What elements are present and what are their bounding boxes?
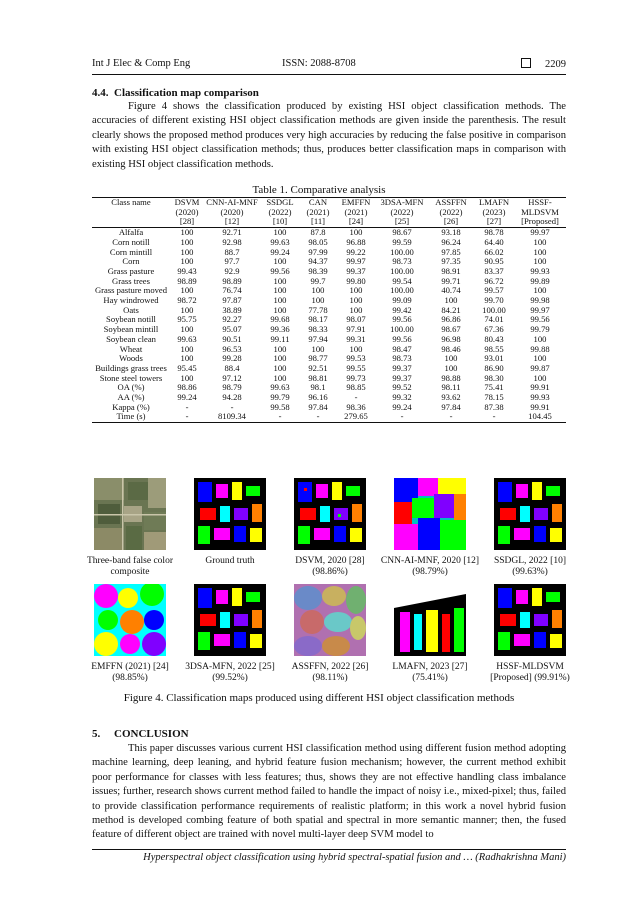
table-cell: 99.55 [346,362,366,373]
false-color-composite-image [94,478,166,550]
table-cell: 99.22 [346,246,366,257]
class-name-cell: OA (%) [117,382,145,393]
table-cell: 99.91 [530,382,550,393]
table-cell: 99.56 [530,314,550,325]
table-cell: 98.30 [484,372,504,383]
table-header-cell: DSVM [170,198,204,208]
table-cell: 87.8 [310,227,326,238]
ssdgl-map [494,478,566,550]
table-cell: 98.46 [441,343,461,354]
table-cell: 98.1 [310,382,326,393]
checkbox-icon [521,58,531,68]
table-cell: 98.91 [441,265,461,276]
table-cell: 279.65 [336,412,376,422]
page-number: 2209 [545,59,566,70]
class-name-cell: Grass pasture [107,265,155,276]
table-cell: 99.89 [530,275,550,286]
table-cell: 100 [273,227,287,238]
table-header-cell: EMFFN [336,198,376,208]
page-header [92,58,566,74]
table-cell: 93.62 [441,392,461,403]
table-cell: 100 [180,256,194,267]
table-header-cell: [12] [204,217,260,227]
table-cell: 100 [311,343,325,354]
table-cell: 99.63 [270,382,290,393]
table-body [92,228,566,423]
table-header-cell: [27] [474,217,514,227]
section-heading [92,87,259,99]
table-cell: 98.07 [346,314,366,325]
table-header-cell: (2022) [439,206,463,217]
table-cell: 100.00 [390,265,414,276]
caption-false-color: Three-band false color composite [87,556,173,577]
table-cell: 96.88 [346,236,366,247]
caption-3dsa-mfn: 3DSA-MFN, 2022 [25] (99.52%) [185,662,275,683]
ground-truth-map [194,478,266,550]
table-cell: 97.99 [308,246,328,257]
table-cell: 98.72 [177,295,197,306]
table-cell: 8109.34 [204,412,260,422]
table-cell: 98.86 [177,382,197,393]
table-cell: 99.56 [392,333,412,344]
table-cell: 92.27 [222,314,242,325]
table-cell: 100 [533,236,547,247]
table-cell: 98.89 [177,275,197,286]
table-cell: 99.87 [530,362,550,373]
table-cell: 98.67 [392,227,412,238]
table-cell: - [230,401,234,412]
table-cell: 99.80 [346,275,366,286]
table-cell: 92.98 [222,236,242,247]
table-cell: 97.7 [224,256,240,267]
table-cell: 99.91 [530,401,550,412]
table-cell: 99.56 [392,314,412,325]
table-cell: 100 [349,285,363,296]
table-cell: 64.40 [484,236,504,247]
table-header-cell: CAN [300,198,336,208]
table-cell: 87.38 [484,401,504,412]
table-header-cell: (2020) [175,206,199,217]
table-cell: 100 [180,324,194,335]
table-cell: - [300,412,336,422]
table-cell: 100 [533,246,547,257]
table-header-cell: [25] [376,217,428,227]
table-cell: 83.37 [484,265,504,276]
table-cell: 74.01 [484,314,504,325]
caption-assffn: ASSFFN, 2022 [26] (98.11%) [291,662,369,683]
table-cell: 97.84 [308,401,328,412]
table-cell: 100 [273,372,287,383]
table-cell: 99.28 [222,353,242,364]
table-cell: 98.05 [308,236,328,247]
table-cell: 84.21 [441,304,461,315]
table-cell: 99.79 [270,392,290,403]
table-cell: 100 [444,353,458,364]
table-cell: 96.72 [484,275,504,286]
table-cell: 100 [349,227,363,238]
figure-caption: Figure 4. Classification maps produced using different HSI object classification methods [123,692,515,704]
table-cell: 92.71 [222,227,242,238]
table-cell: 86.90 [484,362,504,373]
table-cell: 99.93 [530,392,550,403]
table-cell: 100.00 [390,246,414,257]
table-cell: 100 [533,333,547,344]
table-cell: 99.11 [270,333,290,344]
table-cell: 95.75 [177,314,197,325]
table-cell: 97.35 [441,256,461,267]
table-cell: 99.93 [530,265,550,276]
classification-maps-figure [80,478,568,688]
table-cell: 97.94 [308,333,328,344]
table-cell: 78.15 [484,392,504,403]
table-cell: 100 [273,295,287,306]
table-cell: - [376,412,428,422]
table-cell: 98.81 [308,372,328,383]
table-cell: 80.43 [484,333,504,344]
table-header [92,198,566,228]
emffn-map [94,584,166,656]
3dsa-mfn-map [194,584,266,656]
table-cell: 99.63 [177,333,197,344]
class-name-cell: Woods [119,353,143,364]
table-row [92,412,566,422]
lmafn-map [394,584,466,656]
table-cell: 98.33 [308,324,328,335]
table-cell: 98.17 [308,314,328,325]
table-header-row [92,217,566,227]
table-cell: 99.09 [392,295,412,306]
table-cell: 100 [533,372,547,383]
table-header-cell: [Proposed] [514,217,566,227]
table-cell: 100.00 [390,285,414,296]
table-cell: - [474,412,514,422]
table-cell: 100 [180,227,194,238]
table-cell: 100 [273,353,287,364]
section-number: 4.4. [92,87,109,99]
table-cell: 99.56 [270,265,290,276]
table-cell: 100 [311,295,325,306]
table-cell: 98.78 [484,227,504,238]
table-cell: 98.85 [346,382,366,393]
table-header-cell: MLDSVM [521,206,559,217]
table-cell: 100 [180,236,194,247]
class-name-cell: Soybean notill [106,314,156,325]
caption-ssdgl: SSDGL, 2022 [10] (99.63%) [493,556,567,577]
table-cell: - [354,392,358,403]
table-cell: 97.84 [441,401,461,412]
table-cell: 99.97 [530,227,550,238]
class-name-cell: Oats [123,304,139,315]
table-cell: 99.59 [392,236,412,247]
table-cell: 96.24 [441,236,461,247]
table-cell: 100 [180,285,194,296]
table-cell: 76.74 [222,285,242,296]
table-cell: 99.43 [177,265,197,276]
hssf-mldsvm-map [494,584,566,656]
table-cell: 100.00 [482,304,506,315]
table-cell: 99.97 [346,256,366,267]
table-cell: 100 [533,353,547,364]
table-cell: 99.57 [484,285,504,296]
table-header-cell: HSSF- [514,198,566,208]
conclusion-paragraph: This paper discusses various current HSI classification method using different fusion method adopting machine learning, deep leaning, and hybrid feature fusion mechanism; however, the current method exhibit poor performance for classes with less features; thus, shows they are not effective handling class imbalance issues; further, research shows current method failed to handle the impact of noisy i.e., mixed-pixel; thus, failed to provide classification performance requirements of realistic platform; in this work a novel hybrid fusion method is developed combing feature of both spatial and spectral in more semantic manner; then, the fused feature of different object are trained with novel multi-layer deep SVM model to [92,743,566,841]
table-cell: 100 [533,285,547,296]
table-cell: 97.91 [346,324,366,335]
table-header-cell: SSDGL [260,198,300,208]
table-cell: 100 [273,362,287,373]
table-cell: 99.71 [441,275,461,286]
table-cell: 90.51 [222,333,242,344]
table-cell: 40.74 [441,285,461,296]
cnn-ai-mnf-map [394,478,466,550]
table-cell: 92.9 [224,265,240,276]
class-name-cell: Stone steel towers [99,372,163,383]
table-cell: 96.16 [308,392,328,403]
table-cell: 99.24 [392,401,412,412]
table-cell: 99.70 [484,295,504,306]
table-header-cell: (2021) [344,206,368,217]
table-cell: 94.37 [308,256,328,267]
table-cell: 99.24 [270,246,290,257]
table-header-cell: (2022) [268,206,292,217]
class-name-cell: Kappa (%) [112,401,150,412]
table-cell: 100 [273,304,287,315]
class-name-cell: Corn [122,256,140,267]
table-cell: 94.28 [222,392,242,403]
table-cell: 90.95 [484,256,504,267]
table-cell: 98.39 [308,265,328,276]
table-cell: 100 [180,343,194,354]
table-cell: 98.77 [308,353,328,364]
class-name-cell: Grass trees [112,275,150,286]
table-header-cell: [11] [300,217,336,227]
table-cell: 100 [349,295,363,306]
caption-ground-truth: Ground truth [205,556,255,566]
table-cell: 38.89 [222,304,242,315]
class-name-cell: Hay windrowed [103,295,159,306]
table-cell: 99.88 [530,343,550,354]
class-name-cell: AA (%) [117,392,145,403]
table-cell: 88.4 [224,362,240,373]
table-cell: 98.73 [392,353,412,364]
table-cell: 100 [273,343,287,354]
table-cell: 99.37 [346,265,366,276]
table-cell: 98.36 [346,401,366,412]
class-name-cell: Soybean clean [106,333,156,344]
class-name-cell: Buildings grass trees [95,362,167,373]
table-header-cell: 3DSA-MFN [376,198,428,208]
table-cell: 75.41 [484,382,504,393]
table-cell: 98.88 [441,372,461,383]
table-cell: 104.45 [514,412,566,422]
table-cell: 98.47 [392,343,412,354]
table-cell: 97.87 [222,295,242,306]
table-cell: 95.45 [177,362,197,373]
table-cell: 98.55 [484,343,504,354]
running-title: Hyperspectral object classification using hybrid spectral-spatial fusion and … (Radhakrishna Mani) [143,852,566,863]
table-cell: 99.98 [530,295,550,306]
caption-emffn: EMFFN (2021) [24] (98.85%) [91,662,169,683]
table-cell: 98.89 [222,275,242,286]
table-cell: 97.12 [222,372,242,383]
table-cell: - [185,401,189,412]
table-cell: 93.18 [441,227,461,238]
table-cell: 100 [180,246,194,257]
class-name-cell: Time (s) [92,412,170,422]
table-header-cell: [10] [260,217,300,227]
table-caption: Table 1. Comparative analysis [252,184,386,196]
table-header-cell: [26] [428,217,474,227]
conclusion-title: CONCLUSION [114,728,189,740]
table-header-cell: CNN-AI-MNF [204,198,260,208]
table-header-cell: (2022) [390,206,414,217]
table-header-cell: (2023) [482,206,506,217]
table-cell: 96.86 [441,314,461,325]
header-rule [92,74,566,75]
table-cell: 99.32 [392,392,412,403]
class-name-cell: Corn mintill [109,246,153,257]
table-cell: 100 [349,343,363,354]
caption-hssf-mldsvm: HSSF-MLDSVM [Proposed] (99.91%) [490,662,570,683]
table-cell: 99.36 [270,324,290,335]
table-header-cell [92,217,170,227]
caption-dsvm: DSVM, 2020 [28] (98.86%) [295,556,365,577]
table-cell: 99.79 [530,324,550,335]
table-cell: 100 [273,256,287,267]
table-header-cell: (2020) [220,206,244,217]
table-cell: 100 [444,295,458,306]
dsvm-map [294,478,366,550]
table-cell: 100 [273,285,287,296]
table-cell: 99.31 [346,333,366,344]
table-header-cell: [24] [336,217,376,227]
page-number-group [521,58,566,70]
table-cell: 100 [180,372,194,383]
table-header-cell: [28] [170,217,204,227]
section-title: Classification map comparison [114,87,259,99]
conclusion-number: 5. [92,728,101,740]
comparison-table [92,197,566,423]
table-cell: 99.68 [270,314,290,325]
table-header-cell [92,208,170,218]
table-cell: 100.00 [390,324,414,335]
table-cell: 98.73 [392,256,412,267]
table-cell: 100 [444,362,458,373]
table-cell: 97.85 [441,246,461,257]
table-cell: 99.97 [530,304,550,315]
table-cell: - [170,412,204,422]
table-cell: 99.53 [346,353,366,364]
table-cell: - [260,412,300,422]
table-cell: 92.51 [308,362,328,373]
table-cell: 99.37 [392,372,412,383]
table-cell: 99.37 [392,362,412,373]
table-header-cell: ASSFFN [428,198,474,208]
table-cell: 93.01 [484,353,504,364]
class-name-cell: Grass pasture moved [94,285,168,296]
table-cell: - [428,412,474,422]
table-cell: 98.11 [441,382,461,393]
table-cell: 96.98 [441,333,461,344]
table-header-cell: LMAFN [474,198,514,208]
table-cell: 67.36 [484,324,504,335]
table-cell: 100 [273,275,287,286]
table-header-cell: (2021) [306,206,330,217]
table-cell: 99.52 [392,382,412,393]
class-name-cell: Alfalfa [118,227,144,238]
caption-lmafn: LMAFN, 2023 [27] (75.41%) [392,662,468,683]
table-cell: 95.07 [222,324,242,335]
table-cell: 99.7 [310,275,326,286]
table-cell: 99.63 [270,236,290,247]
table-cell: 99.54 [392,275,412,286]
table-cell: 100 [349,304,363,315]
class-name-cell: Soybean mintill [103,324,159,335]
table-header-cell: Class name [92,198,170,208]
footer-rule [92,849,566,850]
table-cell: 99.24 [177,392,197,403]
table-cell: 99.73 [346,372,366,383]
table-cell: 100 [311,285,325,296]
journal-name: Int J Elec & Comp Eng [92,58,191,69]
issn: ISSN: 2088-8708 [282,58,356,69]
table-cell: 96.53 [222,343,242,354]
table-cell: 100 [180,304,194,315]
table-cell: 77.78 [308,304,328,315]
assffn-map [294,584,366,656]
caption-cnn-ai-mnf: CNN-AI-MNF, 2020 [12] (98.79%) [380,556,480,577]
table-cell: 66.02 [484,246,504,257]
table-cell: 98.79 [222,382,242,393]
table-cell: 98.67 [441,324,461,335]
table-cell: 100 [533,256,547,267]
conclusion-heading [92,728,189,740]
section-paragraph: Figure 4 shows the classification produced by existing HSI object classification methods. The accuracies of different existing HSI object classification methods are given inside the parenthesis. The result clearly shows the proposed method produces very high accuracies by reducing the false positive in comparison with existing HSI object classification methods; thus, produces better classification maps in comparison with existing HSI object classification methods. [92,101,566,170]
table-cell: 100 [180,353,194,364]
class-name-cell: Wheat [119,343,143,354]
table-cell: 99.42 [392,304,412,315]
class-name-cell: Corn notill [112,236,150,247]
table-cell: 88.7 [224,246,240,257]
table-cell: 99.58 [270,401,290,412]
